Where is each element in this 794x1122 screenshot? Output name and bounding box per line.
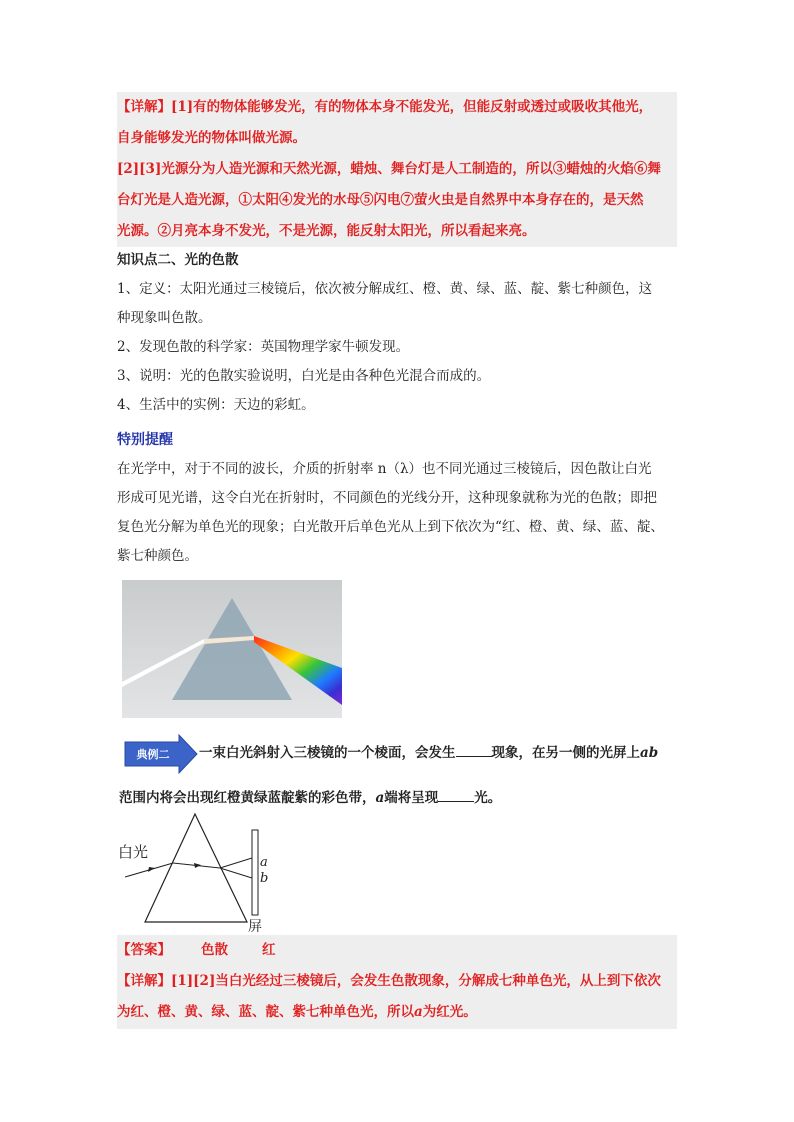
question-text: 一束白光斜射入三棱镜的一个棱面，会发生 (199, 745, 456, 761)
knowledge-section (117, 246, 677, 420)
refracted-arrow (194, 863, 201, 868)
detail-tag: 【详解】 (117, 99, 171, 115)
question-text: 范围内将会出现红橙黄绿蓝靛紫的彩色带， (119, 790, 376, 806)
label-b: b (260, 871, 269, 886)
section-item: 1、定义：太阳光通过三棱镜后，依次被分解成红、橙、黄、绿、蓝、靛、紫七种颜色，这 (117, 281, 653, 297)
question-text: 光。 (474, 790, 502, 806)
prism-diagram (115, 810, 275, 935)
reminder-line: 复色光分解为单色光的现象；白光散开后单色光从上到下依次为“红、橙、黄、绿、蓝、靛、 (117, 519, 664, 535)
question-text: 端将呈现 (384, 790, 439, 806)
screen-label: 屏 (248, 919, 262, 935)
detail-text: [1]有的物体能够发光，有的物体本身不能发光，但能反射或透过或吸收其他光， (171, 99, 653, 115)
detail-text: [1][2]当白光经过三棱镜后，会发生色散现象，分解成七种单色光，从上到下依次 (171, 973, 661, 989)
section-item: 2、发现色散的科学家：英国物理学家牛顿发现。 (117, 339, 410, 355)
question-text: 现象，在另一侧的光屏上 (491, 745, 640, 761)
badge-label: 典例二 (136, 749, 170, 761)
prism-photo (122, 580, 342, 718)
question-ab: ab (640, 745, 659, 761)
reminder-line: 在光学中，对于不同的波长，介质的折射率 n（λ）也不同光通过三棱镜后，因色散让白光 (117, 461, 652, 477)
detail-line (117, 966, 677, 997)
reminder-section (117, 426, 677, 571)
answer-block (117, 935, 677, 1029)
question-line-2 (119, 786, 501, 806)
reminder-line: 紫七种颜色。 (117, 548, 198, 564)
diagram-prism (145, 814, 247, 922)
label-a: a (260, 855, 268, 870)
detail-line: 光源。②月亮本身不发光，不是光源，能反射太阳光，所以看起来亮。 (117, 223, 536, 239)
screen (252, 830, 258, 915)
detail-line (117, 997, 677, 1028)
answer-2: 红 (262, 942, 276, 958)
incident-arrow (148, 867, 155, 872)
answer-tag: 【答案】 (117, 942, 171, 958)
section-item: 种现象叫色散。 (117, 310, 212, 326)
detail-text: 为红、橙、黄、绿、蓝、靛、紫七种单色光，所以 (117, 1004, 414, 1020)
answer-blank (438, 789, 474, 802)
detail-line: 台灯光是人造光源，①太阳④发光的水母⑤闪电⑦萤火虫是自然界中本身存在的，是天然 (117, 192, 644, 208)
answer-line (117, 935, 677, 966)
answer-1: 色散 (201, 942, 228, 958)
detail-tag: 【详解】 (117, 973, 171, 989)
detail-line: 自身能够发光的物体叫做光源。 (117, 130, 306, 146)
white-light-label: 白光 (118, 843, 149, 861)
question-a: a (375, 790, 385, 806)
reminder-title: 特别提醒 (117, 432, 173, 448)
detail-text: 为红光。 (422, 1004, 477, 1020)
exit-ray-top (220, 858, 252, 868)
reminder-line: 形成可见光谱，这令白光在折射时，不同颜色的光线分开，这种现象就称为光的色散；即把 (117, 490, 657, 506)
section-item: 4、生活中的实例：天边的彩虹。 (117, 397, 315, 413)
detail-line: [2][3]光源分为人造光源和天然光源，蜡烛、舞台灯是人工制造的，所以③蜡烛的火焰⑥舞 (117, 161, 661, 177)
detail-line (117, 92, 677, 123)
detail-a: a (414, 1004, 423, 1020)
example-badge (123, 734, 199, 774)
section-title: 知识点二、光的色散 (117, 252, 239, 268)
question-line-1 (199, 741, 658, 761)
section-item: 3、说明：光的色散实验说明，白光是由各种色光混合而成的。 (117, 368, 491, 384)
detail-block-1 (117, 92, 677, 247)
answer-blank (456, 744, 492, 757)
